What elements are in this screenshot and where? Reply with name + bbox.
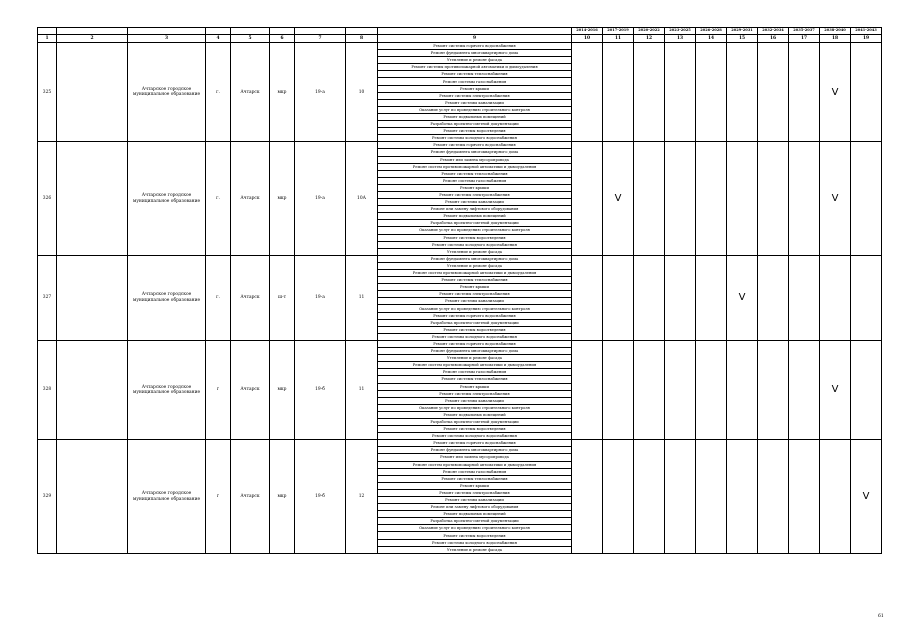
period-mark: V [727,255,758,340]
header-blank-cell [378,28,572,35]
header-blank-cell [128,28,206,35]
column-number: 8 [346,35,378,43]
column-number-row [38,35,882,43]
work-item: Ремонт или замена мусоропровода [378,156,572,163]
work-item: Разработка проектно-сметной документации [378,319,572,326]
column-number: 15 [727,35,758,43]
period-header: 2038-2040 [820,28,851,35]
work-item: Ремонт системы водоотведения [378,426,572,433]
work-item: Ремонт системы горячего водоснабжения [378,142,572,149]
column-number: 11 [603,35,634,43]
work-item: Утепление и ремонт фасада [378,262,572,269]
work-item: Ремонт или замена мусоропровода [378,454,572,461]
municipality-name: Ачтарское городское муниципальное образование [128,43,206,142]
work-item: Ремонт систем противопожарной автоматики и дымоудаления [378,270,572,277]
period-cell [789,43,820,142]
record-number: 329 [38,440,57,554]
settlement-name: Ачтарск [231,440,270,554]
header-blank-cell [231,28,270,35]
settlement-type: г [206,340,231,439]
work-item: Разработка проектно-сметной документации [378,418,572,425]
period-cell [727,142,758,256]
work-item: Ремонт системы холодного водоснабжения [378,135,572,142]
settlement-name: Ачтарск [231,255,270,340]
period-cell [634,255,665,340]
work-item: Ремонт системы газоснабжения [378,369,572,376]
column-number: 1 [38,35,57,43]
work-item: Ремонт или замену лифтового оборудования [378,504,572,511]
period-cell [851,340,882,439]
table-row [38,255,882,262]
period-header: 2023-2025 [665,28,696,35]
work-item: Разработка проектно-сметной документации [378,518,572,525]
work-item: Ремонт систем противопожарной автоматики и дымоудаления [378,163,572,170]
house-number: 10 [346,43,378,142]
header-blank-cell [206,28,231,35]
period-cell [789,142,820,256]
header-blank-cell [295,28,346,35]
period-cell [572,255,603,340]
work-item: Ремонт системы теплоснабжения [378,277,572,284]
work-item: Ремонт системы теплоснабжения [378,170,572,177]
work-item: Утепление и ремонт фасада [378,355,572,362]
period-header: 2014-2016 [572,28,603,35]
settlement-type: г. [206,255,231,340]
work-item: Ремонт системы водоотведения [378,326,572,333]
work-item: Ремонт системы теплоснабжения [378,376,572,383]
work-item: Ремонт фундамента многоквартирного дома [378,50,572,57]
work-item: Ремонт системы теплоснабжения [378,475,572,482]
work-item: Ремонт системы холодного водоснабжения [378,433,572,440]
street-name: 19-а [295,142,346,256]
empty-cell [57,255,128,340]
settlement-name: Ачтарск [231,142,270,256]
work-item: Утепление и ремонт фасада [378,57,572,64]
table-row [38,142,882,149]
column-number: 17 [789,35,820,43]
work-item: Ремонт системы канализации [378,298,572,305]
header-blank-cell [346,28,378,35]
work-item: Ремонт системы канализации [378,397,572,404]
house-number: 12 [346,440,378,554]
record-number: 325 [38,43,57,142]
column-number: 3 [128,35,206,43]
column-number: 18 [820,35,851,43]
period-cell [758,255,789,340]
empty-cell [57,340,128,439]
work-item: Ремонт крыши [378,85,572,92]
period-cell [634,142,665,256]
column-number: 4 [206,35,231,43]
column-number: 10 [572,35,603,43]
period-cell [696,255,727,340]
work-item: Ремонт системы электроснабжения [378,291,572,298]
column-number: 16 [758,35,789,43]
capital-repair-schedule-table [37,27,882,554]
period-cell [789,340,820,439]
period-cell [665,340,696,439]
empty-cell [57,43,128,142]
work-item: Ремонт систем противопожарной автоматики и дымоудаления [378,461,572,468]
period-cell [634,340,665,439]
period-header: 2020-2022 [634,28,665,35]
period-header: 2029-2031 [727,28,758,35]
table-row [38,43,882,50]
period-mark: V [820,340,851,439]
column-number: 6 [270,35,295,43]
period-cell [665,255,696,340]
period-mark: V [820,43,851,142]
settlement-type: г. [206,142,231,256]
period-cell [603,440,634,554]
municipality-name: Ачтарское городское муниципальное образование [128,440,206,554]
house-number: 11 [346,255,378,340]
work-item: Оказание услуг по проведению строительного контроля [378,106,572,113]
work-item: Ремонт системы газоснабжения [378,468,572,475]
street-type: мкр [270,43,295,142]
work-item: Ремонт крыши [378,184,572,191]
settlement-type: г. [206,43,231,142]
period-cell [696,142,727,256]
period-cell [789,255,820,340]
period-cell [603,340,634,439]
column-number: 5 [231,35,270,43]
work-item: Ремонт подвальных помещений [378,213,572,220]
municipality-name: Ачтарское городское муниципальное образование [128,255,206,340]
header-blank-cell [270,28,295,35]
settlement-name: Ачтарск [231,43,270,142]
house-number: 10А [346,142,378,256]
period-cell [572,440,603,554]
column-number: 14 [696,35,727,43]
period-cell [572,340,603,439]
work-item: Ремонт крыши [378,284,572,291]
street-name: 19-б [295,340,346,439]
street-type: мкр [270,340,295,439]
work-item: Утепление и ремонт фасада [378,248,572,255]
work-item: Ремонт системы горячего водоснабжения [378,312,572,319]
column-number: 7 [295,35,346,43]
work-item: Ремонт системы водоотведения [378,234,572,241]
work-item: Ремонт или замену лифтового оборудования [378,206,572,213]
period-mark: V [851,440,882,554]
work-item: Ремонт подвальных помещений [378,511,572,518]
work-item: Утепление и ремонт фасада [378,546,572,553]
work-item: Ремонт системы холодного водоснабжения [378,539,572,546]
period-header: 2017-2019 [603,28,634,35]
period-header: 2041-2043 [851,28,882,35]
period-cell [634,43,665,142]
work-item: Ремонт системы газоснабжения [378,177,572,184]
period-header: 2026-2028 [696,28,727,35]
work-item: Ремонт системы горячего водоснабжения [378,440,572,447]
work-item: Ремонт системы электроснабжения [378,191,572,198]
period-mark: V [820,142,851,256]
period-cell [572,142,603,256]
period-cell [758,142,789,256]
table-row [38,340,882,347]
settlement-type: г [206,440,231,554]
work-item: Ремонт системы водоотведения [378,128,572,135]
work-item: Оказание услуг по проведению строительного контроля [378,525,572,532]
period-header: 2032-2034 [758,28,789,35]
period-cell [696,43,727,142]
column-number: 12 [634,35,665,43]
period-cell [665,440,696,554]
work-item: Оказание услуг по проведению строительного контроля [378,404,572,411]
period-cell [820,255,851,340]
work-item: Оказание услуг по проведению строительного контроля [378,227,572,234]
column-number: 2 [57,35,128,43]
work-item: Разработка проектно-сметной документации [378,121,572,128]
work-item: Ремонт систем противопожарной автоматики и дымоудаления [378,362,572,369]
period-cell [727,440,758,554]
work-item: Ремонт системы противопожарной автоматики и дымоудаления [378,64,572,71]
settlement-name: Ачтарск [231,340,270,439]
period-cell [758,440,789,554]
table-row [38,440,882,447]
period-header: 2035-2037 [789,28,820,35]
street-name: 19-б [295,440,346,554]
record-number: 326 [38,142,57,256]
period-cell [820,440,851,554]
work-item: Ремонт крыши [378,482,572,489]
period-cell [696,440,727,554]
period-cell [851,43,882,142]
work-item: Ремонт подвальных помещений [378,113,572,120]
column-number: 13 [665,35,696,43]
period-cell [603,43,634,142]
work-item: Ремонт подвальных помещений [378,411,572,418]
work-item: Ремонт фундамента многоквартирного дома [378,447,572,454]
work-item: Ремонт системы электроснабжения [378,390,572,397]
column-number: 9 [378,35,572,43]
work-item: Ремонт системы холодного водоснабжения [378,241,572,248]
header-blank-cell [38,28,57,35]
municipality-name: Ачтарское городское муниципальное образование [128,340,206,439]
empty-cell [57,142,128,256]
period-cell [603,255,634,340]
column-number: 19 [851,35,882,43]
page-number: 61 [878,614,884,619]
work-item: Ремонт системы горячего водоснабжения [378,340,572,347]
period-cell [727,340,758,439]
work-item: Ремонт системы канализации [378,99,572,106]
work-item: Ремонт фундамента многоквартирного дома [378,348,572,355]
period-cell [634,440,665,554]
work-item: Ремонт фундамента многоквартирного дома [378,149,572,156]
table-body [38,28,882,554]
record-number: 327 [38,255,57,340]
street-type: мкр [270,440,295,554]
period-cell [727,43,758,142]
period-cell [572,43,603,142]
record-number: 328 [38,340,57,439]
period-header-row [38,28,882,35]
header-blank-cell [57,28,128,35]
empty-cell [57,440,128,554]
street-name: 19-а [295,255,346,340]
work-item: Ремонт системы электроснабжения [378,92,572,99]
work-item: Ремонт системы водоотведения [378,532,572,539]
municipality-name: Ачтарское городское муниципальное образование [128,142,206,256]
work-item: Ремонт системы теплоснабжения [378,71,572,78]
period-cell [851,142,882,256]
period-cell [696,340,727,439]
period-mark: V [603,142,634,256]
period-cell [789,440,820,554]
period-cell [665,142,696,256]
period-cell [665,43,696,142]
work-item: Ремонт фундамента многоквартирного дома [378,255,572,262]
period-cell [758,43,789,142]
work-item: Ремонт системы газоснабжения [378,78,572,85]
work-item: Ремонт крыши [378,383,572,390]
work-item: Ремонт системы горячего водоснабжения [378,43,572,50]
work-item: Ремонт системы электроснабжения [378,489,572,496]
house-number: 11 [346,340,378,439]
period-cell [758,340,789,439]
street-type: мкр [270,142,295,256]
street-type: ш-т [270,255,295,340]
work-item: Разработка проектно-сметной документации [378,220,572,227]
work-item: Ремонт системы канализации [378,497,572,504]
work-item: Ремонт системы холодного водоснабжения [378,333,572,340]
work-item: Оказание услуг по проведению строительного контроля [378,305,572,312]
street-name: 19-а [295,43,346,142]
period-cell [851,255,882,340]
work-item: Ремонт системы канализации [378,199,572,206]
